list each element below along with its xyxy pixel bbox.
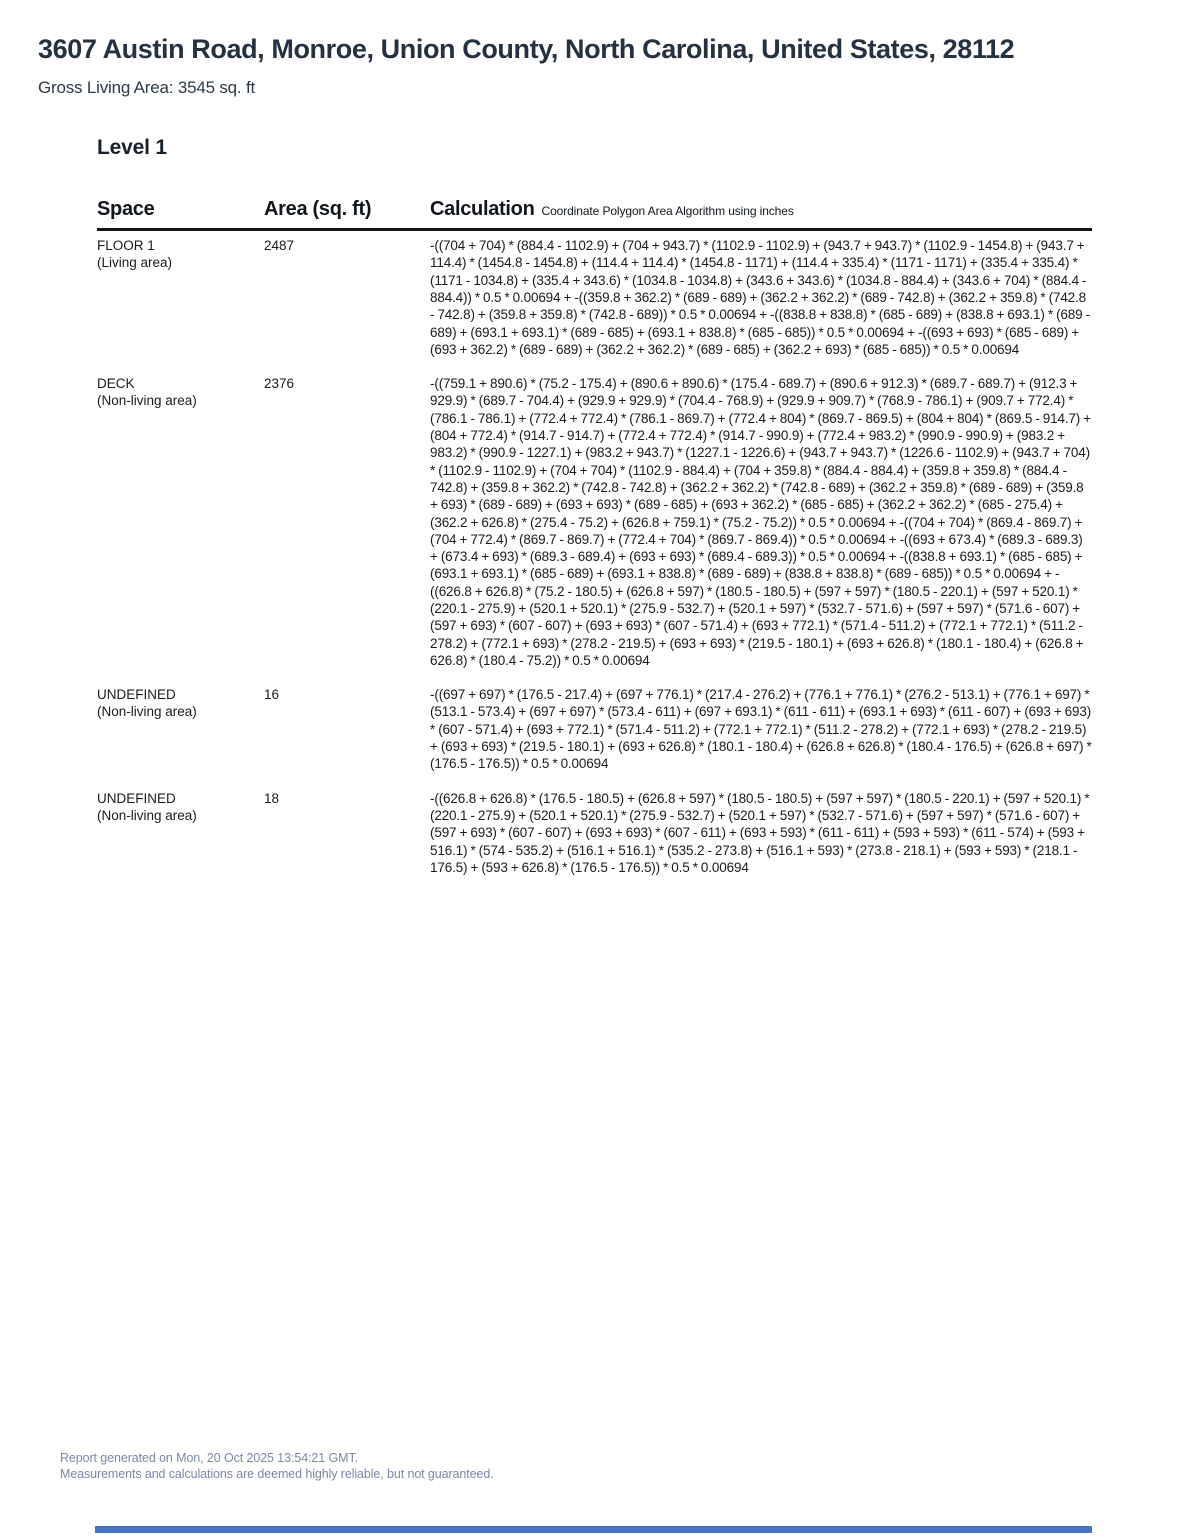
column-header-area: Area (sq. ft) bbox=[264, 198, 372, 221]
space-type: (Non-living area) bbox=[97, 807, 197, 823]
level-title: Level 1 bbox=[97, 136, 167, 160]
property-address: 3607 Austin Road, Monroe, Union County, North Carolina, United States, 28112 bbox=[38, 34, 1015, 64]
space-type: (Non-living area) bbox=[97, 393, 197, 409]
space-cell bbox=[97, 790, 264, 876]
bottom-divider bbox=[95, 1526, 1092, 1533]
table-row bbox=[97, 680, 1092, 772]
report-footer bbox=[60, 1451, 494, 1482]
area-value: 2487 bbox=[264, 238, 295, 254]
space-type: (Living area) bbox=[97, 255, 173, 271]
space-cell bbox=[97, 375, 264, 669]
table-row bbox=[97, 369, 1092, 669]
space-cell bbox=[97, 237, 264, 358]
calculation-header-label: Calculation bbox=[430, 198, 535, 221]
area-value: 18 bbox=[264, 790, 280, 806]
space-name: UNDEFINED bbox=[97, 687, 176, 703]
table-row bbox=[97, 231, 1092, 358]
calculation-text: -((626.8 + 626.8) * (176.5 - 180.5) + (626.8 + 597) * (180.5 - 180.5) + (597 + 597) * (180.5 - 220.1) + (597 + 520.1) * (220.1 - 275.9) + (520.1 + 520.1) * (275.9 - 532.7) + (520.1 + 597) * (532.7 - 571.6) + (597 + 597) * (571.6 - 607) + (597 + 693) * (607 - 607) + (693 + 693) * (607 - 611) + (693 + 593) * (611 - 611) + (593 + 593) * (611 - 574) + (593 + 516.1) * (574 - 535.2) + (516.1 + 516.1) * (535.2 - 273.8) + (516.1 + 593) * (273.8 - 218.1) + (593 + 593) * (218.1 - 176.5) + (593 + 626.8) * (176.5 - 176.5)) * 0.5 * 0.00694 bbox=[430, 790, 1090, 875]
area-value: 2376 bbox=[264, 376, 295, 392]
calculation-algorithm-note: Coordinate Polygon Area Algorithm using inches bbox=[541, 204, 794, 219]
table-header-row bbox=[97, 198, 1092, 231]
space-cell bbox=[97, 686, 264, 772]
area-value: 16 bbox=[264, 687, 280, 703]
table-row bbox=[97, 784, 1092, 876]
generated-timestamp: Report generated on Mon, 20 Oct 2025 13:54:21 GMT. bbox=[60, 1451, 358, 1465]
gross-living-area: Gross Living Area: 3545 sq. ft bbox=[38, 78, 256, 98]
column-header-calculation bbox=[430, 198, 1092, 221]
space-type: (Non-living area) bbox=[97, 704, 197, 720]
space-name: UNDEFINED bbox=[97, 790, 176, 806]
space-name: DECK bbox=[97, 376, 135, 392]
calculation-text: -((697 + 697) * (176.5 - 217.4) + (697 + 776.1) * (217.4 - 276.2) + (776.1 + 776.1) * (276.2 - 513.1) + (776.1 + 697) * (513.1 - 573.4) + (697 + 697) * (573.4 - 611) + (697 + 693.1) * (611 - 611) + (693.1 + 693) * (611 - 607) + (693 + 693) * (607 - 571.4) + (693 + 772.1) * (571.4 - 511.2) + (772.1 + 772.1) * (511.2 - 278.2) + (772.1 + 693) * (278.2 - 219.5) + (693 + 693) * (219.5 - 180.1) + (693 + 626.8) * (180.1 - 180.4) + (626.8 + 626.8) * (180.4 - 176.5) + (626.8 + 697) * (176.5 - 176.5)) * 0.5 * 0.00694 bbox=[430, 687, 1092, 772]
column-header-space: Space bbox=[97, 198, 155, 221]
disclaimer-text: Measurements and calculations are deemed highly reliable, but not guaranteed. bbox=[60, 1466, 494, 1481]
calculation-text: -((759.1 + 890.6) * (75.2 - 175.4) + (890.6 + 890.6) * (175.4 - 689.7) + (890.6 + 912.3) * (689.7 - 689.7) + (912.3 + 929.9) * (689.7 - 704.4) + (929.9 + 929.9) * (704.4 - 768.9) + (929.9 + 909.7) * (768.9 - 786.1) + (909.7 + 772.4) * (786.1 - 786.1) + (772.4 + 772.4) * (786.1 - 869.7) + (772.4 + 804) * (869.7 - 869.5) + (804 + 804) * (869.5 - 914.7) + (804 + 772.4) * (914.7 - 914.7) + (772.4 + 772.4) * (914.7 - 990.9) + (772.4 + 983.2) * (990.9 - 990.9) + (983.2 + 983.2) * (990.9 - 1227.1) + (983.2 + 943.7) * (1227.1 - 1226.6) + (943.7 + 943.7) * (1226.6 - 1102.9) + (943.7 + 704) * (1102.9 - 1102.9) + (704 + 704) * (1102.9 - 884.4) + (704 + 359.8) * (884.4 - 884.4) + (359.8 + 359.8) * (884.4 - 742.8) + (359.8 + 362.2) * (742.8 - 742.8) + (362.2 + 362.2) * (742.8 - 689) + (362.2 + 359.8) * (689 - 689) + (359.8 + 693) * (689 - 689) + (693 + 693) * (689 - 685) + (693 + 362.2) * (685 - 685) + (362.2 + 362.2) * (685 - 275.4) + (362.2 + 626.8) * (275.4 - 75.2) + (626.8 + 759.1) * (75.2 - 75.2)) * 0.5 * 0.00694 + -((704 + 704) * (869.4 - 869.7) + (704 + 772.4) * (869.7 - 869.7) + (772.4 + 704) * (869.7 - 869.4)) * 0.5 * 0.00694 + -((693 + 673.4) * (689.3 - 689.3) + (673.4 + 693) * (689.3 - 689.4) + (693 + 693) * (689.4 - 689.3)) * 0.5 * 0.00694 + -((838.8 + 693.1) * (685 - 685) + (693.1 + 693.1) * (685 - 689) + (693.1 + 838.8) * (689 - 689) + (838.8 + 838.8) * (689 - 685)) * 0.5 * 0.00694 + -((626.8 + 626.8) * (75.2 - 180.5) + (626.8 + 597) * (180.5 - 180.5) + (597 + 597) * (180.5 - 220.1) + (597 + 520.1) * (220.1 - 275.9) + (520.1 + 520.1) * (275.9 - 532.7) + (520.1 + 597) * (532.7 - 571.6) + (597 + 597) * (571.6 - 607) + (597 + 693) * (607 - 607) + (693 + 693) * (607 - 571.4) + (693 + 772.1) * (571.4 - 511.2) + (772.1 + 772.1) * (511.2 - 278.2) + (772.1 + 693) * (278.2 - 219.5) + (693 + 693) * (219.5 - 180.1) + (693 + 626.8) * (180.1 - 180.4) + (626.8 + 626.8) * (180.4 - 75.2)) * 0.5 * 0.00694 bbox=[430, 376, 1091, 668]
space-name: FLOOR 1 bbox=[97, 238, 155, 254]
area-table bbox=[97, 198, 1092, 876]
calculation-text: -((704 + 704) * (884.4 - 1102.9) + (704 + 943.7) * (1102.9 - 1102.9) + (943.7 + 943.7) * (1102.9 - 1454.8) + (943.7 + 114.4) * (1454.8 - 1454.8) + (114.4 + 114.4) * (1454.8 - 1171) + (114.4 + 335.4) * (1171 - 1171) + (335.4 + 335.4) * (1171 - 1034.8) + (335.4 + 343.6) * (1034.8 - 1034.8) + (343.6 + 343.6) * (1034.8 - 884.4) + (343.6 + 704) * (884.4 - 884.4)) * 0.5 * 0.00694 + -((359.8 + 362.2) * (689 - 689) + (362.2 + 362.2) * (689 - 742.8) + (362.2 + 359.8) * (742.8 - 742.8) + (359.8 + 359.8) * (742.8 - 689)) * 0.5 * 0.00694 + -((838.8 + 838.8) * (685 - 689) + (838.8 + 693.1) * (689 - 689) + (693.1 + 693.1) * (689 - 685) + (693.1 + 838.8) * (685 - 685)) * 0.5 * 0.00694 + -((693 + 693) * (685 - 689) + (693 + 362.2) * (689 - 689) + (362.2 + 362.2) * (689 - 685) + (362.2 + 693) * (685 - 685)) * 0.5 * 0.00694 bbox=[430, 238, 1090, 357]
report-header bbox=[0, 0, 1186, 98]
